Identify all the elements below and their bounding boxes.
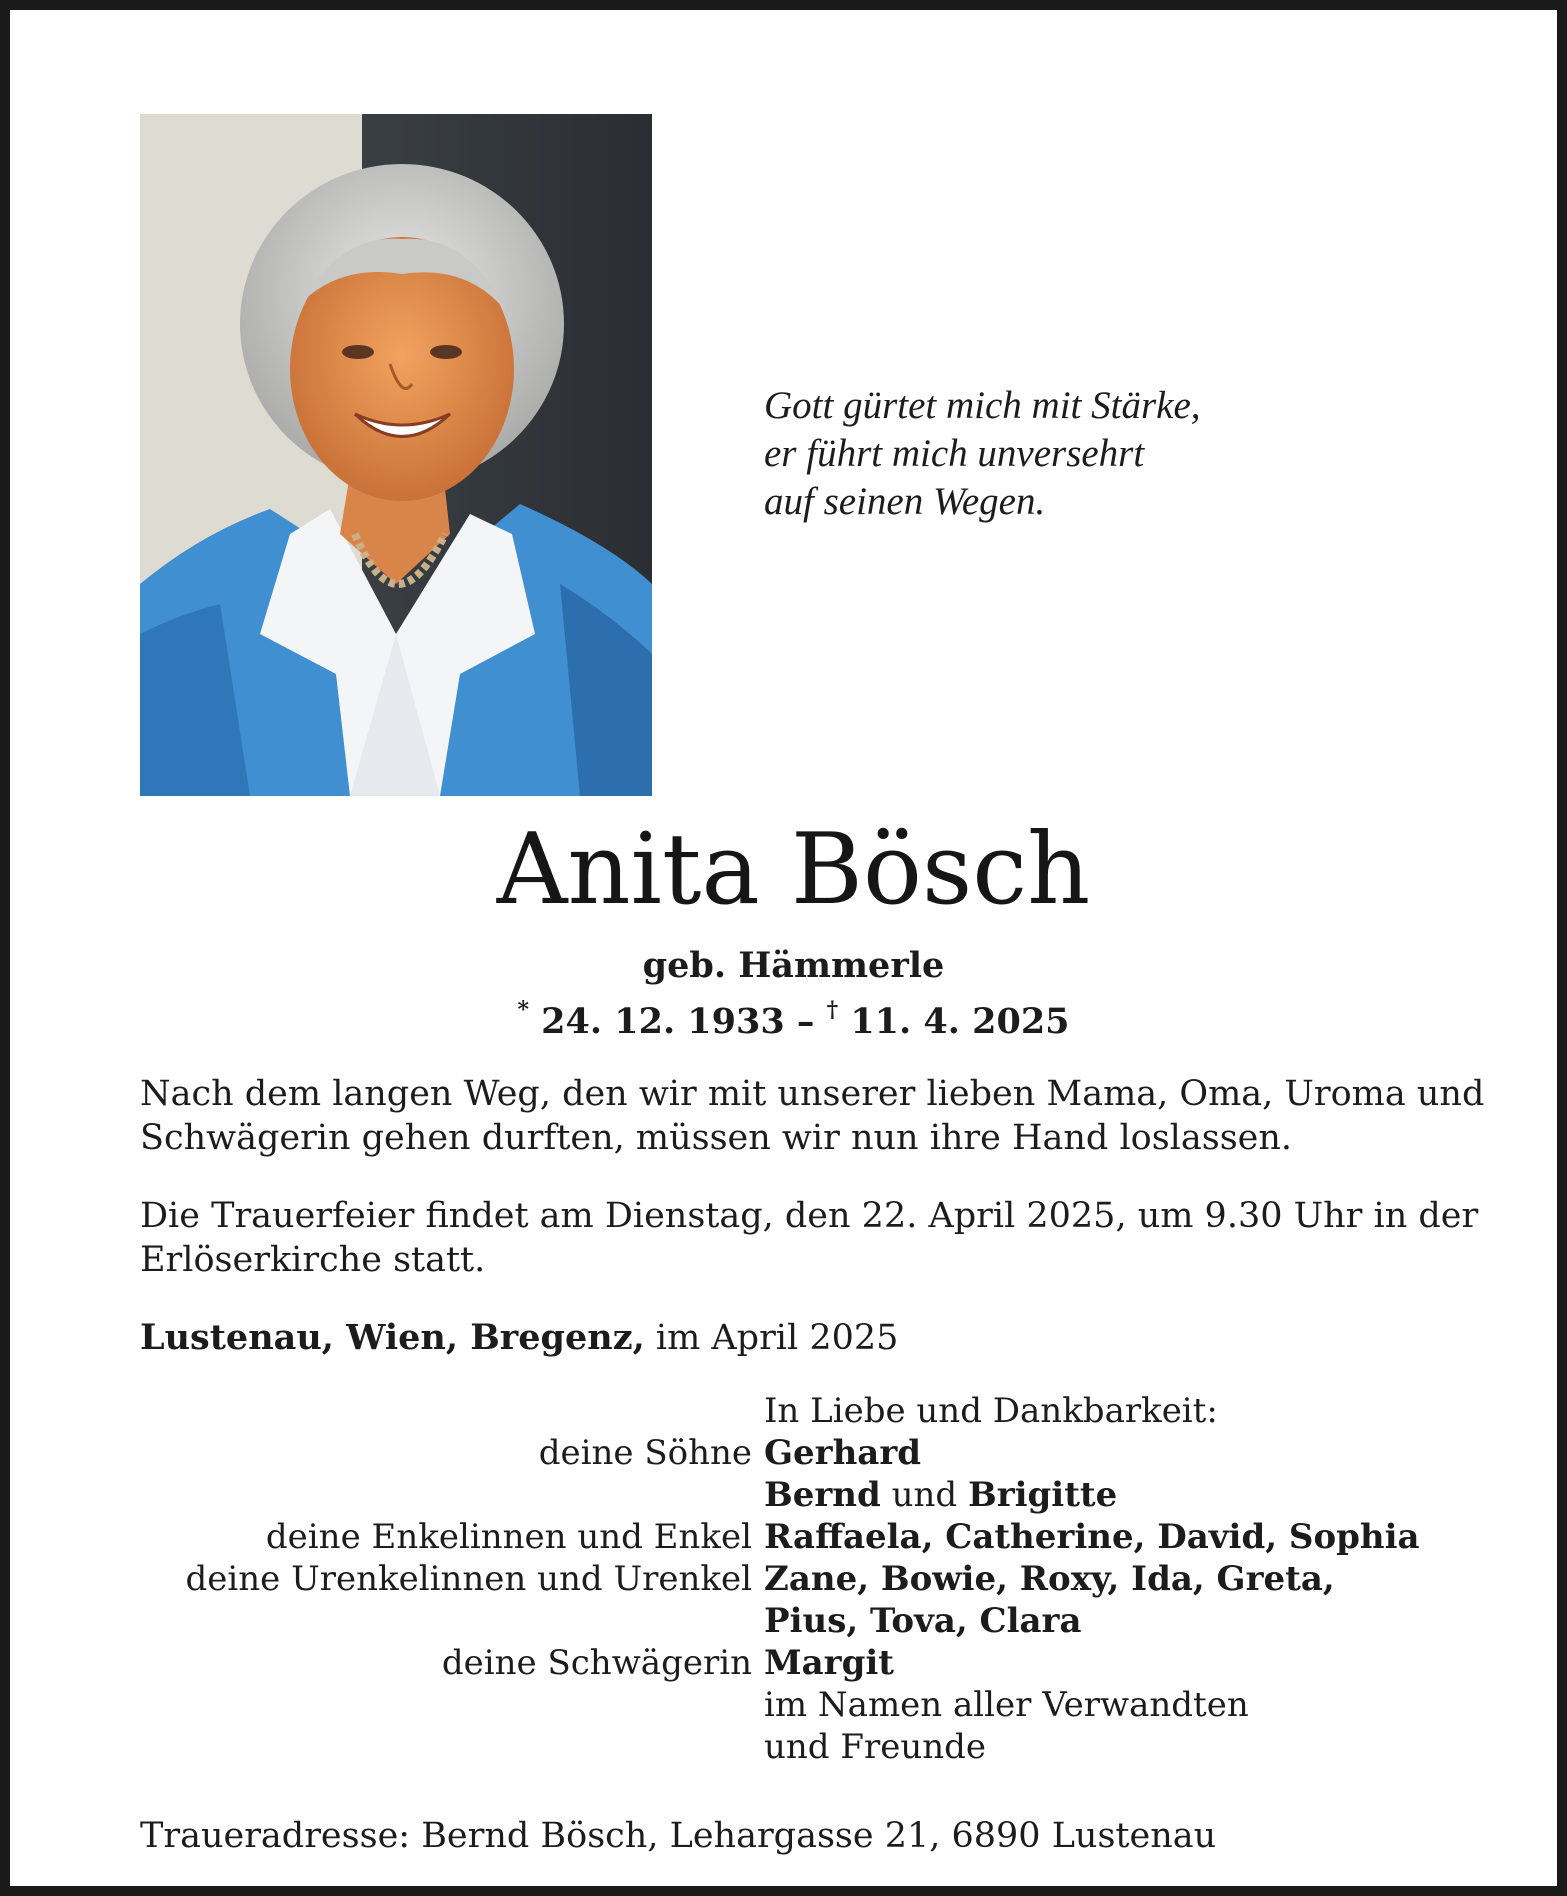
closing-row <box>10 1726 1567 1768</box>
relation-label: deine Schwägerin <box>441 1643 752 1683</box>
mourner-row-great-grandchildren-2 <box>10 1600 1567 1642</box>
portrait-photo-icon <box>140 114 652 796</box>
death-date: 11. 4. 2025 <box>850 1001 1070 1042</box>
maiden-name: geb. Hämmerle <box>642 945 945 986</box>
mourner-name: Zane, Bowie, Roxy, Ida, Greta, <box>764 1559 1335 1599</box>
mourner-name: Pius, Tova, Clara <box>764 1601 1082 1641</box>
mourner-name: Bernd <box>764 1475 881 1515</box>
closing-line: im Namen aller Verwandten <box>764 1685 1249 1725</box>
mourner-row-sister-in-law <box>10 1642 1567 1684</box>
deceased-name: Anita Bösch <box>496 813 1091 927</box>
mourners-list <box>10 1390 1567 1768</box>
mourners-intro: In Liebe und Dankbarkeit: <box>764 1391 1218 1431</box>
mourner-name: Brigitte <box>967 1475 1118 1515</box>
relation-label: deine Enkelinnen und Enkel <box>265 1517 752 1557</box>
mourning-address: Traueradresse: Bernd Bösch, Lehargasse 21, 6890 Lustenau <box>140 1816 1217 1856</box>
place-and-date <box>140 1316 898 1360</box>
mourner-row-great-grandchildren <box>10 1558 1567 1600</box>
mourners-intro-row <box>10 1390 1567 1432</box>
relation-label: deine Urenkelinnen und Urenkel <box>185 1559 752 1599</box>
closing-row <box>10 1684 1567 1726</box>
birth-date: 24. 12. 1933 <box>541 1001 785 1042</box>
mourner-row-grandchildren <box>10 1516 1567 1558</box>
date-dash: – <box>796 1001 815 1042</box>
paragraph-line: Schwägerin gehen durften, müssen wir nun ihre Hand loslassen. <box>140 1118 1293 1158</box>
paragraph-line: Die Trauerfeier findet am Dienstag, den 22. April 2025, um 9.30 Uhr in der <box>140 1196 1479 1236</box>
portrait-photo <box>140 114 652 796</box>
notice-date: im April 2025 <box>655 1318 899 1358</box>
ceremony-paragraph <box>140 1194 1479 1282</box>
verse-line: Gott gürtet mich mit Stärke, <box>764 384 1201 427</box>
relation-label: deine Söhne <box>538 1433 752 1473</box>
places: Lustenau, Wien, Bregenz, <box>140 1317 645 1358</box>
life-dates <box>10 988 1567 1044</box>
paragraph-line: Erlöserkirche statt. <box>140 1240 486 1280</box>
farewell-paragraph <box>140 1072 1485 1160</box>
conjunction: und <box>891 1475 958 1515</box>
closing-line: und Freunde <box>764 1727 987 1767</box>
verse-line: er führt mich unversehrt <box>764 432 1145 475</box>
birth-star-icon: * <box>517 997 529 1023</box>
verse-line: auf seinen Wegen. <box>764 480 1046 523</box>
mourner-row-sons-2 <box>10 1474 1567 1516</box>
bible-verse <box>764 382 1201 526</box>
mourner-name: Margit <box>764 1643 894 1683</box>
paragraph-line: Nach dem langen Weg, den wir mit unserer lieben Mama, Oma, Uroma und <box>140 1074 1485 1114</box>
mourner-name: Gerhard <box>764 1433 922 1473</box>
mourner-name: Raffaela, Catherine, David, Sophia <box>764 1517 1420 1557</box>
mourner-row-sons <box>10 1432 1567 1474</box>
death-cross-icon: † <box>826 997 839 1023</box>
